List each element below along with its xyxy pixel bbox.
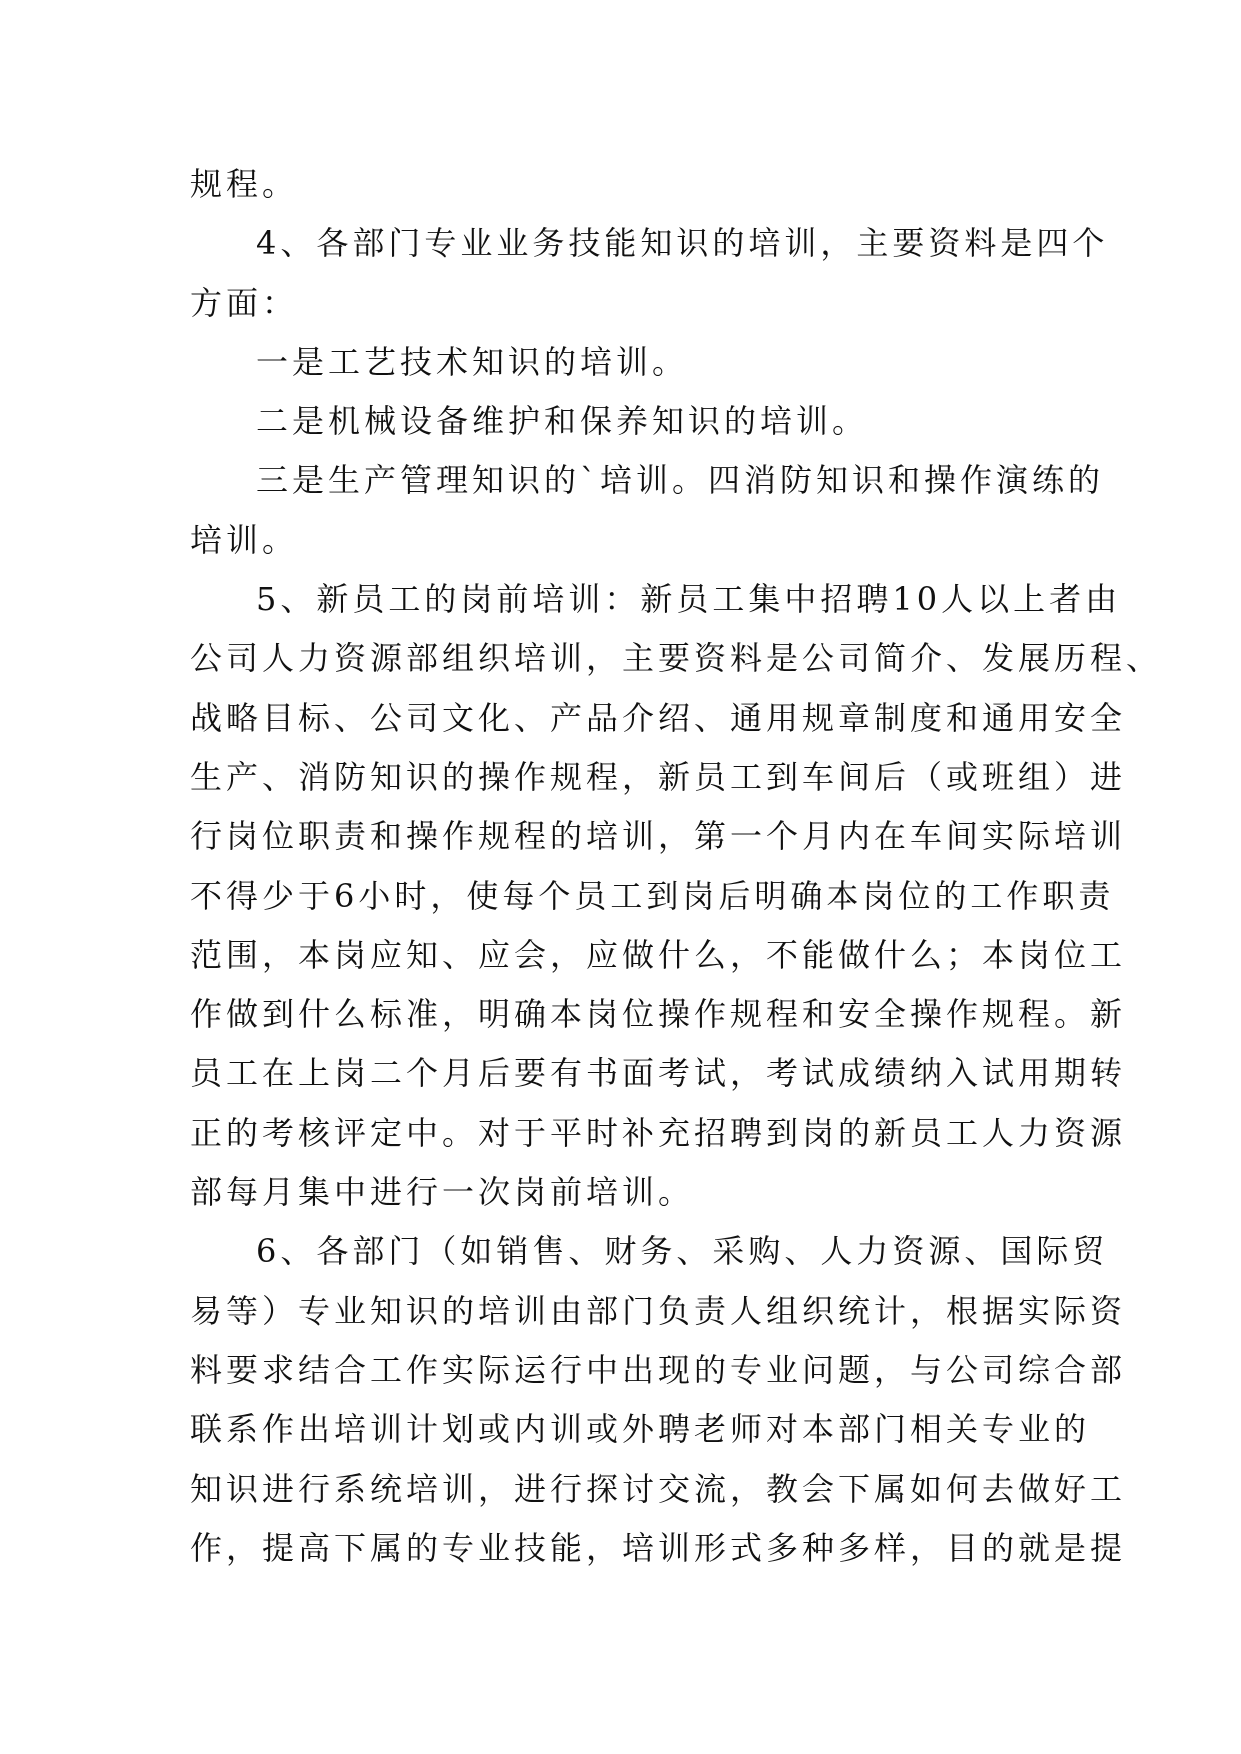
text-line: 员工在上岗二个月后要有书面考试，考试成绩纳入试用期转 <box>190 1054 1127 1093</box>
text-line: 联系作出培训计划或内训或外聘老师对本部门相关专业的 <box>190 1410 1091 1449</box>
text-line: 作做到什么标准，明确本岗位操作规程和安全操作规程。新 <box>190 995 1127 1034</box>
text-line: 一是工艺技术知识的培训。 <box>256 342 689 381</box>
text-line: 知识进行系统培训，进行探讨交流，教会下属如何去做好工 <box>190 1469 1127 1508</box>
text-line: 三是生产管理知识的`培训。四消防知识和操作演练的 <box>256 461 1105 500</box>
text-line: 5、新员工的岗前培训：新员工集中招聘10人以上者由 <box>256 580 1122 619</box>
document-page <box>190 155 1163 1578</box>
text-line: 规程。 <box>190 165 299 203</box>
text-line: 不得少于6小时，使每个员工到岗后明确本岗位的工作职责 <box>190 876 1115 915</box>
text-line: 正的考核评定中。对于平时补充招聘到岗的新员工人力资源 <box>190 1113 1127 1152</box>
text-line: 战略目标、公司文化、产品介绍、通用规章制度和通用安全 <box>190 698 1127 737</box>
text-line: 培训。 <box>190 520 299 559</box>
text-line: 范围，本岗应知、应会，应做什么，不能做什么；本岗位工 <box>190 935 1127 974</box>
text-line: 生产、消防知识的操作规程，新员工到车间后（或班组）进 <box>190 757 1127 796</box>
text-line: 4、各部门专业业务技能知识的培训，主要资料是四个 <box>256 224 1109 263</box>
text-line: 行岗位职责和操作规程的培训，第一个月内在车间实际培训 <box>190 817 1127 856</box>
text-line: 部每月集中进行一次岗前培训。 <box>190 1173 695 1212</box>
text-line: 方面： <box>190 283 299 322</box>
text-line: 6、各部门（如销售、财务、采购、人力资源、国际贸 <box>256 1232 1109 1271</box>
text-line: 料要求结合工作实际运行中出现的专业问题，与公司综合部 <box>190 1350 1127 1389</box>
text-line: 作，提高下属的专业技能，培训形式多种多样，目的就是提 <box>190 1528 1127 1567</box>
text-line: 易等）专业知识的培训由部门负责人组织统计，根据实际资 <box>190 1291 1127 1330</box>
text-line: 二是机械设备维护和保养知识的培训。 <box>256 402 869 441</box>
text-line: 公司人力资源部组织培训，主要资料是公司简介、发展历程、 <box>190 639 1163 678</box>
